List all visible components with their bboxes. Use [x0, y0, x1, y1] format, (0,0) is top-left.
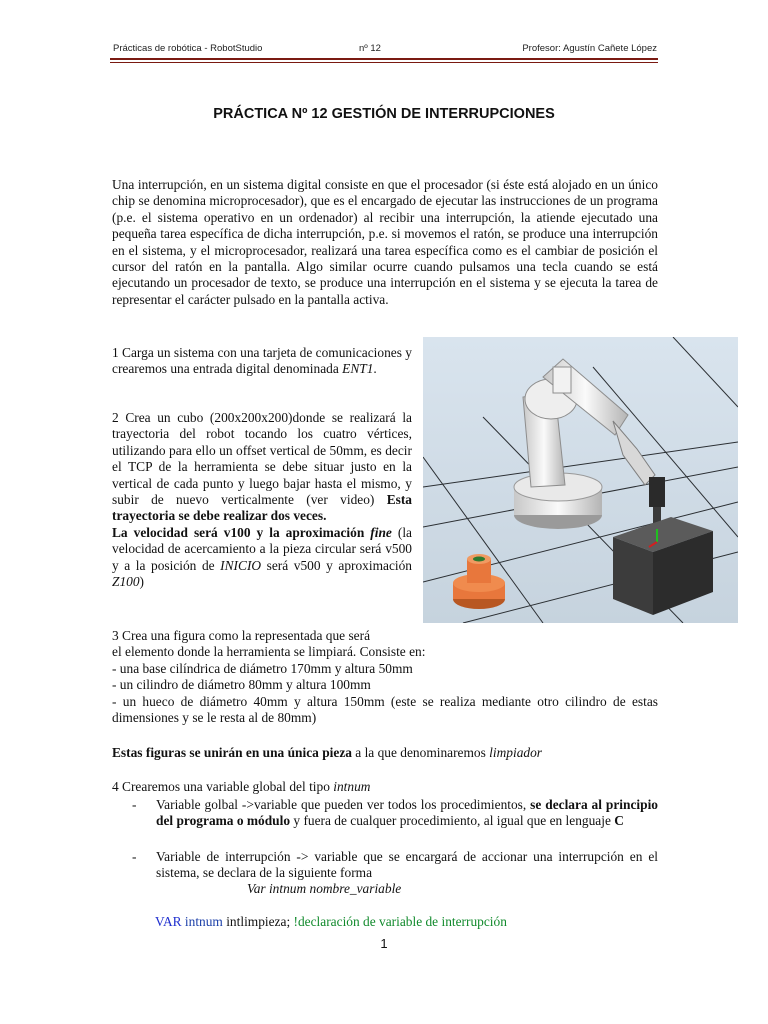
step-4: [112, 779, 658, 795]
step-2-speed: La velocidad será v100 y la aproximación: [112, 524, 371, 540]
step-3-item: - un cilindro de diámetro 80mm y altura 100mm: [112, 677, 371, 693]
robot-station-render-icon: [423, 337, 738, 623]
step-2-paren-a: (la velocidad de acercamiento a la pieza circular será v500 y a la posición de: [112, 524, 412, 573]
page-number: 1: [380, 936, 388, 951]
header-rule-thin: [110, 62, 658, 63]
step-2-repeat: Esta trayectoria se debe realizar dos veces.: [112, 492, 412, 524]
header-number: nº 12: [359, 43, 381, 54]
variable-format: Var intnum nombre_variable: [247, 881, 402, 896]
step-3-line-2: el elemento donde la herramienta se limpiará. Consiste en:: [112, 644, 426, 660]
bullet-2-text: Variable de interrupción -> variable que se encargará de accionar una interrupción en el sistema, se declara de la siguiente forma: [156, 849, 658, 881]
page-title: PRÁCTICA Nº 12 GESTIÓN DE INTERRUPCIONES: [213, 106, 555, 122]
step-2-fine: fine: [370, 524, 392, 540]
step-3-line-1: 3 Crea una figura como la representada que será: [112, 628, 371, 643]
bullet-1-lang: C: [614, 813, 624, 829]
step-3: [112, 628, 658, 726]
join-text: a la que denominaremos: [351, 745, 490, 760]
step-1: [112, 345, 412, 378]
step-3-item: - una base cilíndrica de diámetro 170mm y altura 50mm: [112, 660, 413, 676]
bullet-interrupt-variable: [132, 849, 658, 882]
header-teacher: Profesor: Agustín Cañete López: [522, 43, 657, 54]
step-1-input-name: ENT1: [342, 361, 374, 377]
bullet-1-text-2: y fuera de cualquer procedimiento, al igual que en lenguaje: [290, 813, 615, 829]
bullet-dash: -: [132, 797, 137, 812]
bullet-1-bold: se declara al principio del programa o módulo: [156, 797, 658, 829]
step-4-type: intnum: [333, 779, 371, 794]
header-course: Prácticas de robótica - RobotStudio: [113, 43, 263, 54]
step-2-paren-b: será v500 y aproximación: [261, 557, 412, 573]
robot-station-figure: [423, 337, 738, 623]
join-bold: Estas figuras se unirán en una única pieza: [112, 745, 352, 760]
code-variable: intlimpieza;: [222, 914, 291, 929]
step-2-text: 2 Crea un cubo (200x200x200)donde se realizará la trayectoria del robot tocando los cuatro vértices, utilizando para ello un offset vertical de 50mm, es decir el TCP de la herramienta se debe situar justo en la vertical de cada punto y luego bajar hasta el mismo, y subir de nuevo verticalmente (ver video): [112, 410, 412, 508]
step-2-paren-c: ): [139, 574, 145, 590]
step-4-text: 4 Crearemos una variable global del tipo: [112, 779, 334, 794]
header-rule: [110, 58, 658, 60]
step-1-end: .: [373, 361, 377, 377]
intro-paragraph: Una interrupción, en un sistema digital consiste en que el procesador (si éste está alojado en un único chip se denomina microprocesador), que es el encargado de ejecutar las instrucciones de un programa (p.e. el sistema operativo en un ordenador) al recibir una interrupción, la atiende ejecutado una pequeña tarea específica de dicha interrupción, p.e. si movemos el ratón, se produce una interrupción en el sistema, y el microprocesador, realizará una tarea específica como es el cambiar de posición el cursor del ratón en la pantalla. Algo similar ocurre cuando pulsamos una tecla cuando se está ejecutando un procesador de texto, se produce una interrupción en el sistema y se ejecuta la tarea de representar el carácter pulsado en la pantalla activa.: [112, 177, 658, 307]
bullet-dash: -: [132, 849, 137, 864]
step-2: [112, 410, 412, 590]
code-line: [155, 914, 655, 930]
step-1-text: 1 Carga un sistema con una tarjeta de comunicaciones y crearemos una entrada digital denominada: [112, 345, 412, 377]
bullet-global-variable: [132, 797, 658, 830]
code-comment: !declaración de variable de interrupción: [290, 914, 507, 929]
step-2-inicio: INICIO: [220, 557, 262, 573]
page-header: [113, 43, 657, 57]
step-2-z100: Z100: [112, 574, 140, 590]
code-type: intnum: [184, 914, 223, 929]
bullet-1-text: Variable golbal ->variable que pueden ver todos los procedimientos,: [156, 797, 531, 812]
join-name: limpiador: [489, 745, 542, 760]
code-keyword: VAR: [155, 914, 182, 929]
join-paragraph: [112, 745, 658, 761]
step-3-item: - un hueco de diámetro 40mm y altura 150mm (este se realiza mediante otro cilindro de estas dimensiones y se le resta al de 80mm): [112, 693, 658, 726]
